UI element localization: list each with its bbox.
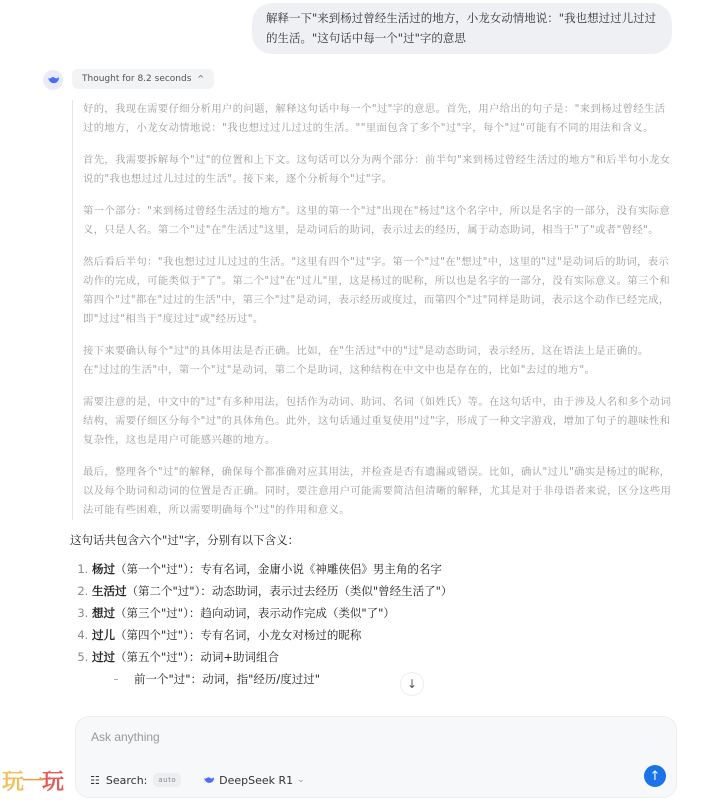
item-term: 过过 [92, 650, 115, 664]
list-item [92, 558, 670, 580]
watermark-char: 玩 [2, 770, 23, 795]
globe-icon[interactable]: ☷ [90, 773, 100, 787]
item-term: 生活过 [92, 584, 127, 598]
item-term: 过儿 [92, 628, 115, 642]
answer-list [70, 558, 670, 690]
thought-label: Thought for 8.2 seconds [82, 74, 192, 84]
sub-list-item: 前一个"过"：动词，指"经历/度过过" [114, 668, 670, 690]
answer-intro: 这句话共包含六个"过"字，分别有以下含义： [70, 533, 300, 547]
arrow-down-icon: ↓ [406, 677, 418, 691]
answer-content [70, 530, 670, 690]
thinking-paragraph: 接下来要确认每个"过"的具体用法是否正确。比如，在"生活过"中的"过"是动态助词，表示经历，这在语法上是正确的。在"过过的生活"中，第一个"过"是动词，第二个是助词，这种结构在中文中也是存在的，比如"去过的地方"。 [83, 345, 649, 376]
list-item [92, 580, 670, 602]
item-term: 想过 [92, 606, 115, 620]
chat-input[interactable] [89, 729, 653, 745]
send-button[interactable] [644, 765, 666, 787]
thinking-paragraph: 首先，我需要拆解每个"过"的位置和上下文。这句话可以分为两个部分：前半句"来到杨过曾经生活过的地方"和后半句小龙女说的"我也想过过儿过过的生活"。接下来，逐个分析每个"过"字。 [83, 154, 671, 185]
thinking-paragraph: 需要注意的是，中文中的"过"有多种用法，包括作为动词、助词、名词（如姓氏）等。在这句话中，由于涉及人名和多个动词结构，需要仔细区分每个"过"的具体角色。此外，这句话通过重复使用"过"字，形成了一种文字游戏，增加了句子的趣味性和复杂性，这也是用户可能感兴趣的地方。 [83, 396, 671, 446]
model-selector[interactable] [203, 774, 305, 787]
thinking-content [72, 100, 673, 520]
item-text: （第一个"过"）：专有名词，金庸小说《神雕侠侣》男主角的名字 [115, 562, 442, 576]
watermark-char: 一 [22, 770, 43, 795]
chevron-down-icon: ⌄ [297, 775, 305, 785]
item-text: （第五个"过"）：动词+助词组合 [115, 650, 279, 664]
item-text: （第三个"过"）：趋向动词，表示动作完成（类似"了"） [115, 606, 395, 620]
input-toolbar [90, 773, 305, 787]
item-text: （第二个"过"）：动态助词，表示过去经历（类似"曾经生活了"） [126, 584, 453, 598]
deepseek-logo-icon [203, 775, 215, 785]
user-message-bubble: 解释一下"来到杨过曾经生活过的地方，小龙女动情地说："我也想过过儿过过的生活。"这句话中每一个"过"字的意思 [252, 3, 672, 54]
thinking-paragraph: 最后，整理各个"过"的解释，确保每个都准确对应其用法，并检查是否有遗漏或错误。比如，确认"过儿"确实是杨过的昵称，以及每个助词和动词的位置是否正确。同时，要注意用户可能需要简洁但清晰的解释，尤其是对于非母语者来说，区分这些用法可能有些困难，所以需要明确每个"过"的作用和意义。 [83, 466, 672, 516]
chat-input-box [75, 716, 677, 798]
list-item [92, 602, 670, 624]
model-name: DeepSeek R1 [219, 773, 294, 787]
deepseek-avatar-icon [43, 70, 63, 90]
sub-list [92, 668, 670, 690]
arrow-up-icon: ↑ [649, 768, 661, 784]
item-term: 杨过 [92, 562, 115, 576]
search-mode-toggle[interactable]: auto [153, 773, 181, 787]
thought-toggle-button[interactable] [72, 69, 214, 89]
item-text: （第四个"过"）：专有名词，小龙女对杨过的昵称 [115, 628, 362, 642]
scroll-down-button[interactable] [400, 672, 424, 696]
thinking-paragraph: 第一个部分："来到杨过曾经生活过的地方"。这里的第一个"过"出现在"杨过"这个名字中，所以是名字的一部分，没有实际意义，只是人名。第二个"过"在"生活过"这里，是动词后的助词，表示过去的经历，属于动态助词，相当于"了"或者"曾经"。 [83, 205, 671, 236]
watermark-logo [2, 770, 62, 796]
thinking-paragraph: 好的，我现在需要仔细分析用户的问题，解释这句话中每一个"过"字的意思。首先，用户给出的句子是："来到杨过曾经生活过的地方，小龙女动情地说："我也想过过儿过过的生活。""里面包含了多个"过"字，每个"过"可能有不同的用法和含义。 [83, 103, 666, 134]
watermark-char: 玩 [42, 770, 63, 795]
chat-content [70, 100, 670, 690]
list-item [92, 646, 670, 690]
list-item [92, 624, 670, 646]
search-label: Search: [105, 773, 148, 787]
chevron-up-icon: ^ [197, 74, 205, 83]
thinking-paragraph: 然后看后半句："我也想过过儿过过的生活。"这里有四个"过"字。第一个"过"在"想过"中，这里的"过"是动词后的助词，表示动作的完成，可能类似于"了"。第二个"过"在"过儿"里，这是杨过的昵称，所以也是名字的一部分，没有实际意义。第三个和第四个"过"都在"过过的生活"中，第三个"过"是动词，表示经历或度过，而第四个"过"同样是助词，表示这个动作已经完成，即"过过"相当于"度过过"或"经历过"。 [83, 256, 671, 325]
